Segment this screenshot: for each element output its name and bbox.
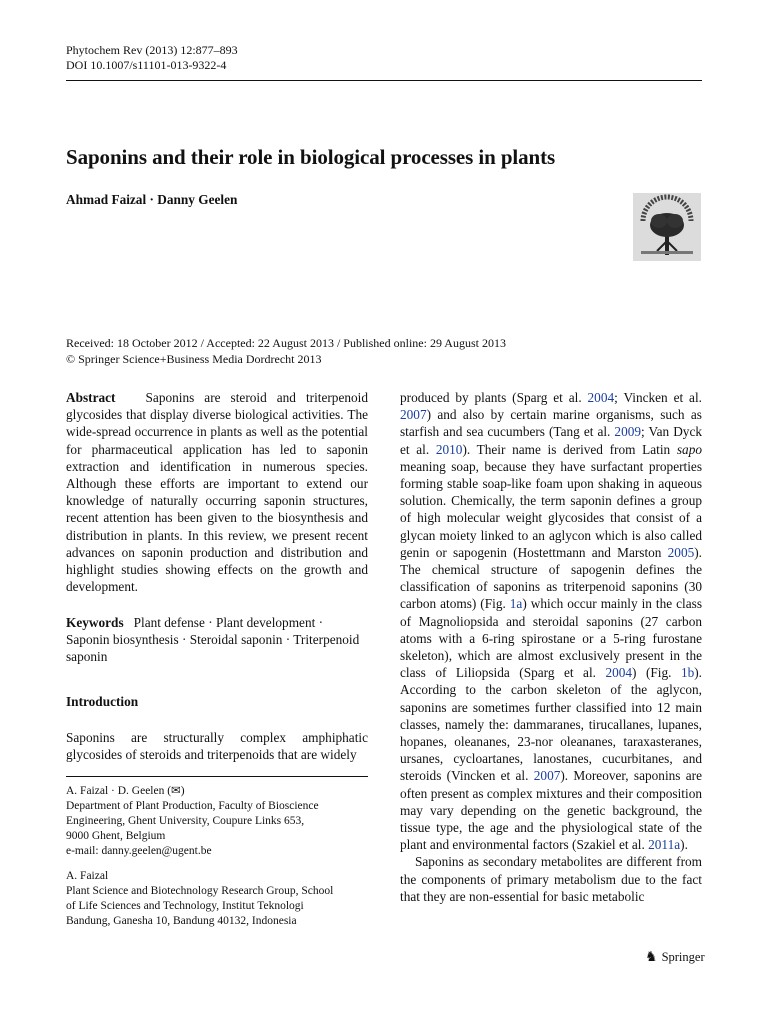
figure-link[interactable]: 1b bbox=[680, 665, 695, 681]
copyright: © Springer Science+Business Media Dordrecht 2013 bbox=[66, 351, 322, 366]
keywords-text: Plant defense · Plant development · Saponin biosynthesis · Steroidal saponin · Triterpenoid saponin bbox=[66, 615, 360, 665]
received-accepted-published: Received: 18 October 2012 / Accepted: 22 August 2013 / Published online: 29 August 2013 bbox=[66, 336, 506, 350]
springer-horse-icon: ♞ bbox=[645, 950, 658, 965]
abstract-text: Saponins are steroid and triterpenoid glycosides that display diverse biological activities. The wide-spread occurrence in plants as well as the potential for pharmaceutical application has led to saponin extraction and identification in numerous species. Although these efforts are important to extend our knowledge of naturally occurring saponin structures, recent attention has been given to the biosynthesis and distribution in plants. In this review, we present recent advances on saponin production and distribution and highlight studies showing effects on the growth and development. bbox=[66, 390, 368, 595]
publisher-name: Springer bbox=[661, 950, 705, 964]
citation-link[interactable]: 2007 bbox=[400, 407, 427, 423]
publication-dates bbox=[66, 336, 506, 367]
doi[interactable]: DOI 10.1007/s11101-013-9322-4 bbox=[66, 58, 227, 72]
introduction-heading: Introduction bbox=[66, 694, 139, 709]
abstract-label: Abstract bbox=[66, 390, 116, 405]
journal-citation: Phytochem Rev (2013) 12:877–893 bbox=[66, 43, 238, 57]
affiliation-2-line1: Plant Science and Biotechnology Research Group, School bbox=[66, 885, 334, 897]
affiliation-1-dept: Department of Plant Production, Faculty of Bioscience bbox=[66, 800, 319, 812]
footer-publisher bbox=[645, 949, 705, 966]
article-title: Saponins and their role in biological processes in plants bbox=[66, 145, 556, 169]
citation-link[interactable]: 2010 bbox=[435, 441, 463, 457]
citation-link[interactable]: 2004 bbox=[587, 390, 615, 405]
keywords bbox=[66, 614, 368, 666]
tree-icon bbox=[633, 193, 701, 261]
affiliation-1-email[interactable]: e-mail: danny.geelen@ugent.be bbox=[66, 845, 212, 857]
citation-link[interactable]: 2011a bbox=[648, 837, 681, 853]
affiliation-1-names: A. Faizal · D. Geelen (✉) bbox=[66, 785, 185, 797]
affiliations bbox=[66, 784, 368, 929]
authors: Ahmad Faizal · Danny Geelen bbox=[66, 192, 238, 207]
citation-link[interactable]: 2007 bbox=[533, 768, 561, 784]
abstract bbox=[66, 389, 368, 595]
citation-link[interactable]: 2005 bbox=[667, 544, 695, 560]
journal-header bbox=[66, 43, 238, 73]
figure-link[interactable]: 1a bbox=[509, 596, 523, 612]
phytochemical-society-logo bbox=[633, 193, 701, 261]
citation-link[interactable]: 2004 bbox=[605, 665, 633, 681]
affiliation-2-name: A. Faizal bbox=[66, 870, 109, 882]
introduction-paragraph: Saponins are structurally complex amphiphatic glycosides of steroids and triterpenoids that are widely bbox=[66, 730, 368, 763]
right-column-text bbox=[400, 389, 702, 905]
affiliation-2-line3: Bandung, Ganesha 10, Bandung 40132, Indonesia bbox=[66, 915, 297, 927]
footnote-rule bbox=[66, 776, 368, 777]
introduction-text bbox=[66, 729, 368, 763]
right-paragraph-1: produced by plants (Sparg et al. 2004; Vincken et al. 2007) and also by certain marine organisms, such as starfish and sea cucumbers (Tang et al. 2009; Van Dyck et al. 2010). Their name is derived from Latin sapo meaning soap, because they have surfactant properties forming stable soap-like foam upon shaking in aqueous solution. Chemically, the term saponin defines a group of high molecular weight glycosides that consist of a glycan moiety linked to an aglycon which is also called genin or sapogenin (Hostettmann and Marston 2005). The chemical structure of sapogenin defines the classification of saponins as triterpenoid saponins (30 carbon atoms) (Fig. 1a) which occur mainly in the class of Magnoliopsida and steroidal saponins (27 carbon atoms with a 6-ring spirostane or a 5-ring furostane skeleton), which are almost exclusively present in the class of Liliopsida (Sparg et al. 2004) (Fig. 1b). According to the carbon skeleton of the aglycon, saponins are sometimes further classified into 12 main classes, namely the: dammaranes, tirucallanes, lupanes, hopanes, oleananes, 23-nor oleananes, taraxasteranes, ursanes, cycloartanes, lanostanes, cucurbitanes, and steroids (Vincken et al. 2007). Moreover, saponins are often present as complex mixtures and their composition may vary depending on the genetic background, the tissue type, the age and the physiological state of the plant and environmental factors (Szakiel et al. 2011a). bbox=[400, 390, 703, 853]
affiliation-1-line3: 9000 Ghent, Belgium bbox=[66, 830, 166, 842]
right-paragraph-2: Saponins as secondary metabolites are different from the components of primary metabolism due to the fact that they are non-essential for basic metabolic bbox=[400, 854, 702, 904]
header-rule bbox=[66, 80, 702, 81]
keywords-label: Keywords bbox=[66, 615, 124, 630]
affiliation-1-line2: Engineering, Ghent University, Coupure Links 653, bbox=[66, 815, 305, 827]
citation-link[interactable]: 2009 bbox=[614, 424, 642, 440]
affiliation-2-line2: of Life Sciences and Technology, Institut Teknologi bbox=[66, 900, 304, 912]
